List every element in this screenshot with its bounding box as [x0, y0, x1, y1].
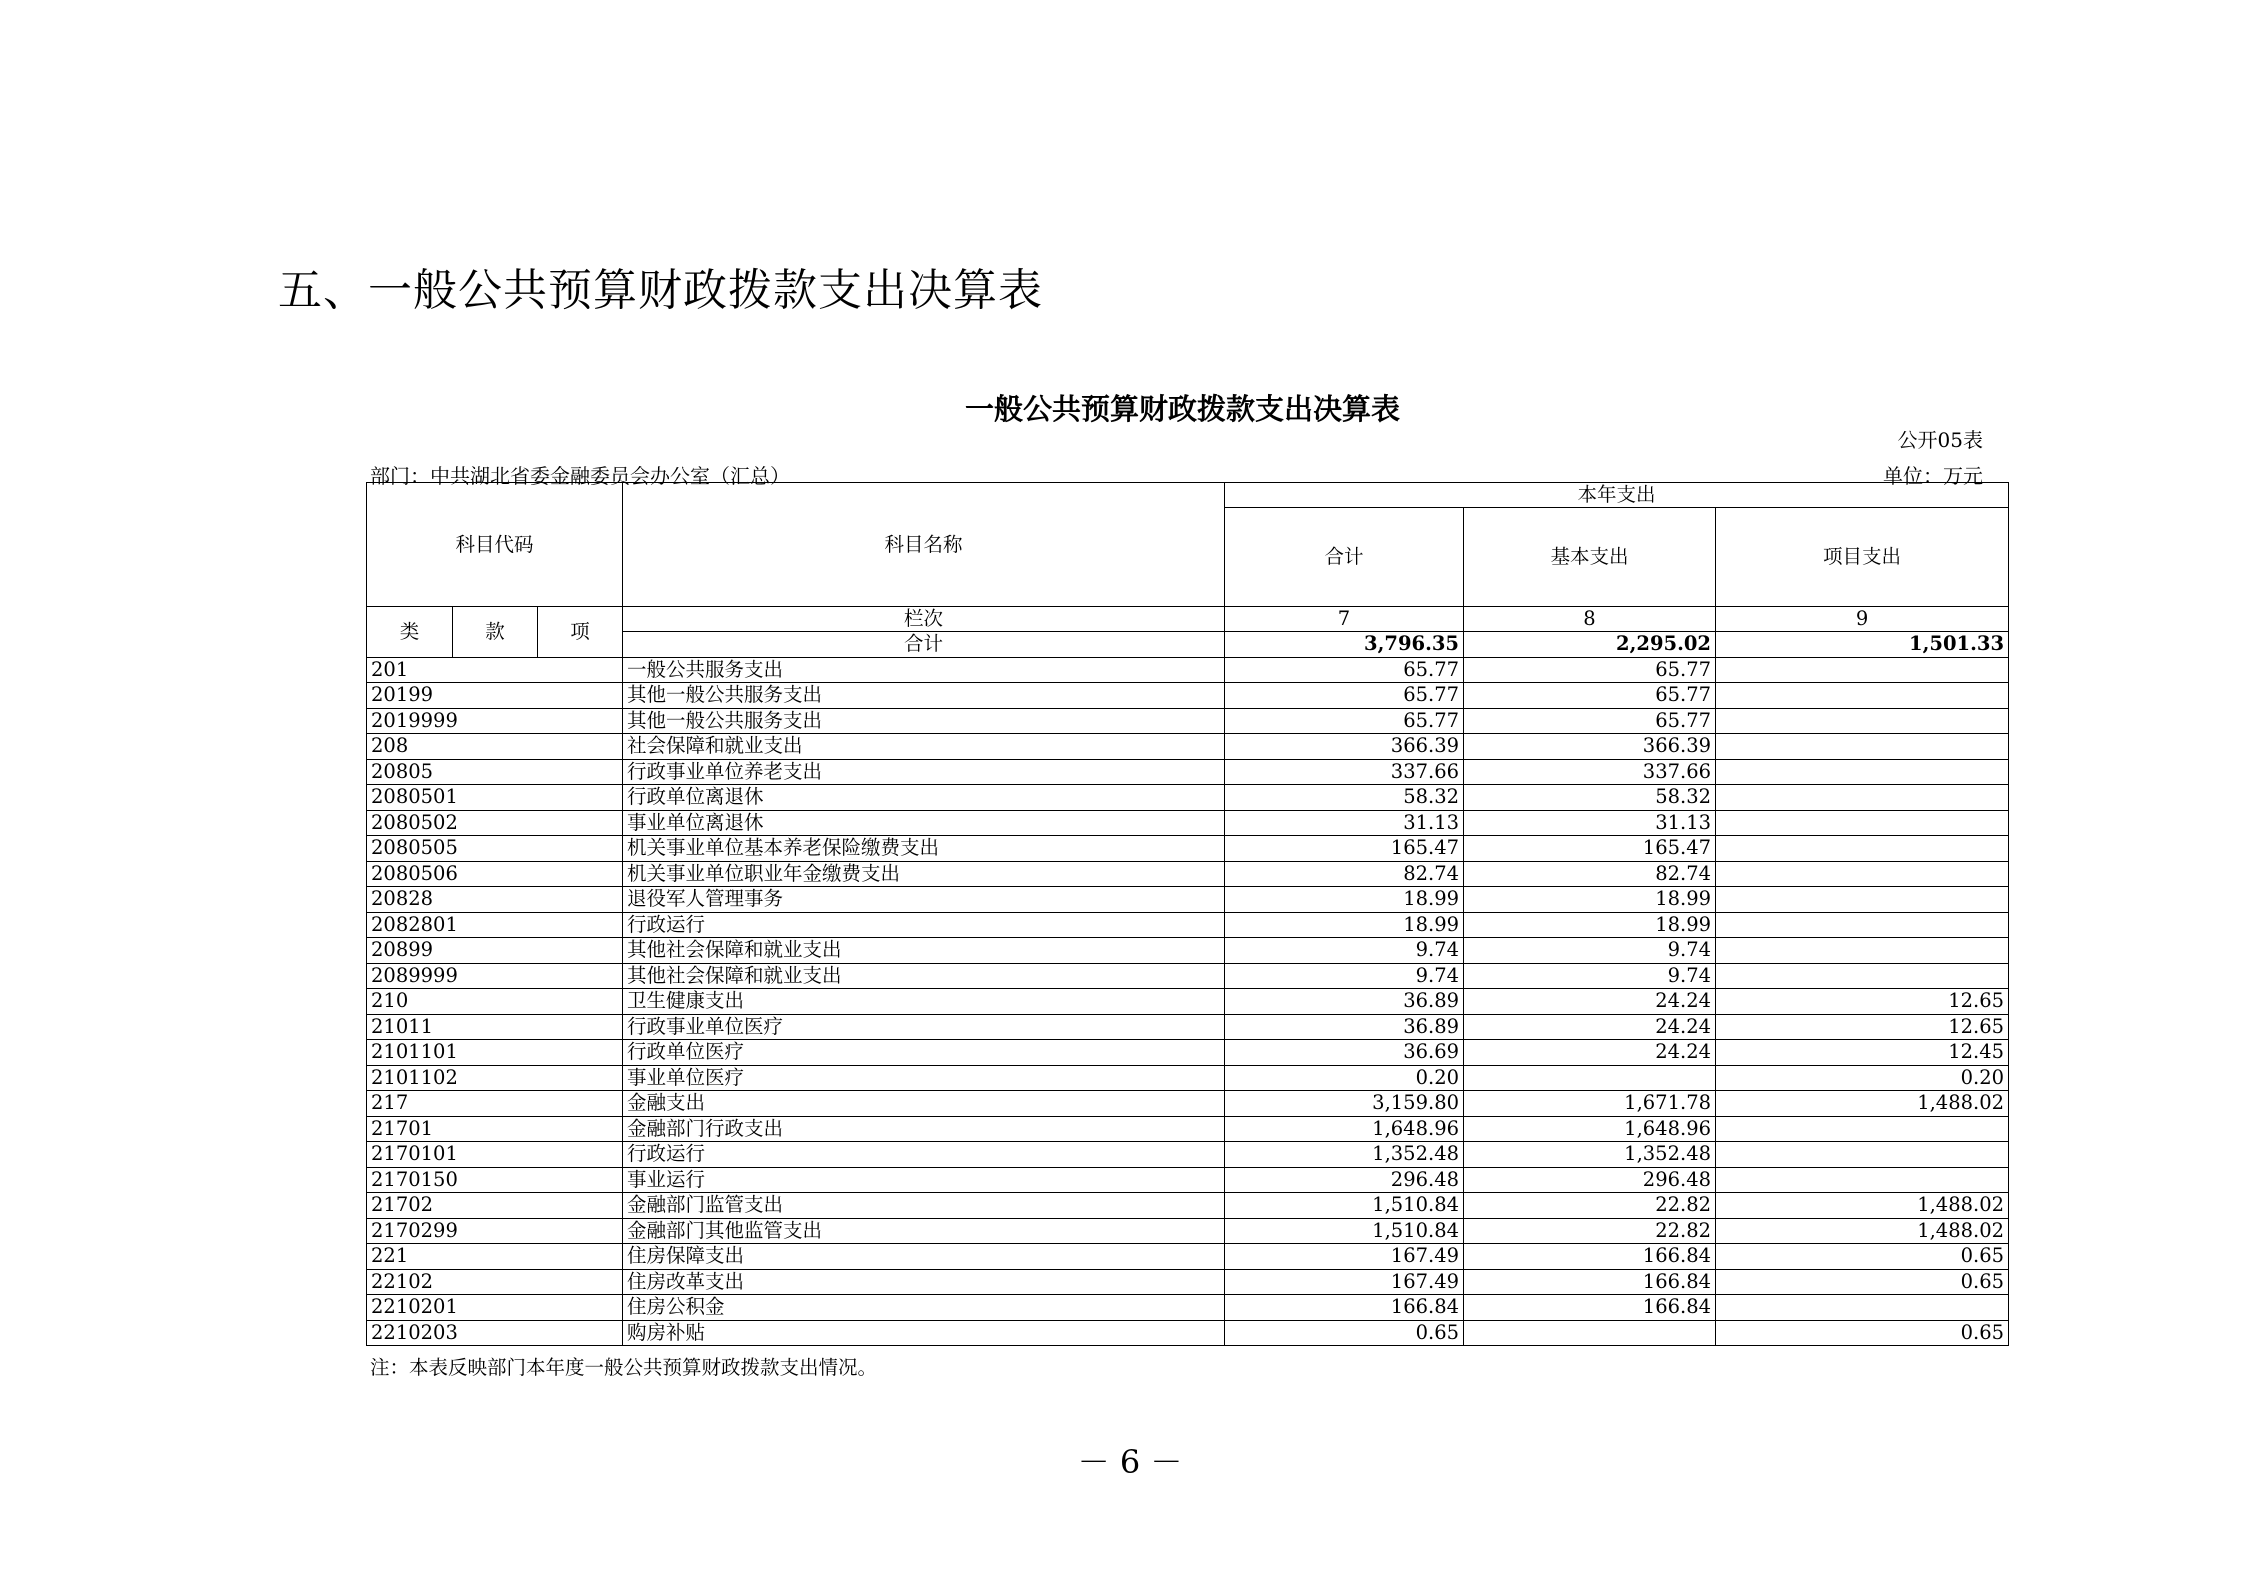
row-total: 36.89	[1225, 989, 1464, 1015]
row-basic: 22.82	[1464, 1193, 1716, 1219]
row-basic: 24.24	[1464, 1014, 1716, 1040]
row-basic: 166.84	[1464, 1244, 1716, 1270]
table-row	[367, 1091, 2009, 1117]
row-total: 9.74	[1225, 938, 1464, 964]
row-total: 65.77	[1225, 683, 1464, 709]
row-basic: 1,648.96	[1464, 1116, 1716, 1142]
table-row	[367, 887, 2009, 913]
row-code: 2019999	[367, 708, 623, 734]
row-basic: 166.84	[1464, 1295, 1716, 1321]
row-project	[1716, 810, 2009, 836]
row-basic: 9.74	[1464, 938, 1716, 964]
page-number: － 6 －	[1077, 1443, 1183, 1481]
row-total: 31.13	[1225, 810, 1464, 836]
row-project	[1716, 963, 2009, 989]
row-name: 金融部门监管支出	[623, 1193, 1225, 1219]
row-total: 1,352.48	[1225, 1142, 1464, 1168]
row-name: 住房改革支出	[623, 1269, 1225, 1295]
row-basic: 65.77	[1464, 657, 1716, 683]
row-total: 82.74	[1225, 861, 1464, 887]
row-code: 2170101	[367, 1142, 623, 1168]
row-code: 201	[367, 657, 623, 683]
row-total: 0.20	[1225, 1065, 1464, 1091]
row-basic: 31.13	[1464, 810, 1716, 836]
total-label: 合计	[623, 632, 1225, 658]
row-name: 行政事业单位医疗	[623, 1014, 1225, 1040]
row-name: 其他社会保障和就业支出	[623, 938, 1225, 964]
row-name: 事业单位离退休	[623, 810, 1225, 836]
department-label: 部门：中共湖北省委金融委员会办公室（汇总）	[370, 464, 790, 488]
row-name: 金融部门行政支出	[623, 1116, 1225, 1142]
row-code: 21011	[367, 1014, 623, 1040]
total-basic: 2,295.02	[1464, 632, 1716, 658]
row-name: 机关事业单位职业年金缴费支出	[623, 861, 1225, 887]
row-code: 2210203	[367, 1320, 623, 1346]
row-code: 2080505	[367, 836, 623, 862]
row-total: 166.84	[1225, 1295, 1464, 1321]
row-project	[1716, 1142, 2009, 1168]
row-total: 58.32	[1225, 785, 1464, 811]
table-row	[367, 1014, 2009, 1040]
row-code: 22102	[367, 1269, 623, 1295]
row-total: 165.47	[1225, 836, 1464, 862]
table-row	[367, 734, 2009, 760]
header-current-year: 本年支出	[1225, 483, 2009, 508]
header-code: 科目代码	[367, 483, 623, 607]
table-row	[367, 683, 2009, 709]
row-name: 事业运行	[623, 1167, 1225, 1193]
header-basic: 基本支出	[1464, 508, 1716, 607]
table-row	[367, 1269, 2009, 1295]
table-row	[367, 1116, 2009, 1142]
total-total: 3,796.35	[1225, 632, 1464, 658]
row-basic	[1464, 1320, 1716, 1346]
row-code: 208	[367, 734, 623, 760]
row-code: 217	[367, 1091, 623, 1117]
table-row	[367, 810, 2009, 836]
row-project	[1716, 1295, 2009, 1321]
row-project	[1716, 887, 2009, 913]
header-total: 合计	[1225, 508, 1464, 607]
row-project: 12.45	[1716, 1040, 2009, 1066]
header-project: 项目支出	[1716, 508, 2009, 607]
table-row	[367, 861, 2009, 887]
row-basic	[1464, 1065, 1716, 1091]
row-total: 1,510.84	[1225, 1193, 1464, 1219]
row-total: 296.48	[1225, 1167, 1464, 1193]
header-kuan: 款	[453, 607, 538, 658]
row-total: 337.66	[1225, 759, 1464, 785]
row-total: 65.77	[1225, 708, 1464, 734]
row-code: 21701	[367, 1116, 623, 1142]
row-project: 1,488.02	[1716, 1091, 2009, 1117]
row-basic: 24.24	[1464, 989, 1716, 1015]
row-project: 0.65	[1716, 1320, 2009, 1346]
row-name: 行政运行	[623, 912, 1225, 938]
row-basic: 337.66	[1464, 759, 1716, 785]
row-basic: 366.39	[1464, 734, 1716, 760]
row-project	[1716, 708, 2009, 734]
row-project: 0.65	[1716, 1269, 2009, 1295]
row-code: 20805	[367, 759, 623, 785]
table-row	[367, 1040, 2009, 1066]
table-row	[367, 1320, 2009, 1346]
row-project: 0.65	[1716, 1244, 2009, 1270]
row-project: 1,488.02	[1716, 1218, 2009, 1244]
row-code: 2080501	[367, 785, 623, 811]
row-project	[1716, 759, 2009, 785]
row-basic: 58.32	[1464, 785, 1716, 811]
row-code: 221	[367, 1244, 623, 1270]
row-code: 2101102	[367, 1065, 623, 1091]
table-row	[367, 708, 2009, 734]
row-name: 行政事业单位养老支出	[623, 759, 1225, 785]
table-row	[367, 1295, 2009, 1321]
unit-label: 单位：万元	[1883, 464, 1983, 488]
row-basic: 82.74	[1464, 861, 1716, 887]
row-name: 机关事业单位基本养老保险缴费支出	[623, 836, 1225, 862]
row-total: 36.69	[1225, 1040, 1464, 1066]
row-project	[1716, 785, 2009, 811]
row-name: 行政单位医疗	[623, 1040, 1225, 1066]
row-name: 卫生健康支出	[623, 989, 1225, 1015]
row-basic: 166.84	[1464, 1269, 1716, 1295]
row-basic: 9.74	[1464, 963, 1716, 989]
table-row	[367, 1065, 2009, 1091]
row-code: 21702	[367, 1193, 623, 1219]
row-code: 2080506	[367, 861, 623, 887]
table-row	[367, 1142, 2009, 1168]
table-row	[367, 963, 2009, 989]
row-code: 20899	[367, 938, 623, 964]
row-basic: 18.99	[1464, 887, 1716, 913]
row-project: 0.20	[1716, 1065, 2009, 1091]
row-code: 2101101	[367, 1040, 623, 1066]
row-code: 2210201	[367, 1295, 623, 1321]
row-total: 1,510.84	[1225, 1218, 1464, 1244]
row-total: 1,648.96	[1225, 1116, 1464, 1142]
row-name: 住房保障支出	[623, 1244, 1225, 1270]
row-project	[1716, 938, 2009, 964]
row-project: 12.65	[1716, 989, 2009, 1015]
row-total: 3,159.80	[1225, 1091, 1464, 1117]
table-note: 注：本表反映部门本年度一般公共预算财政拨款支出情况。	[370, 1356, 878, 1379]
row-project	[1716, 1116, 2009, 1142]
row-code: 2170299	[367, 1218, 623, 1244]
row-code: 2170150	[367, 1167, 623, 1193]
table-row	[367, 912, 2009, 938]
row-basic: 1,352.48	[1464, 1142, 1716, 1168]
header-xiang: 项	[538, 607, 623, 658]
row-code: 2082801	[367, 912, 623, 938]
row-name: 社会保障和就业支出	[623, 734, 1225, 760]
row-basic: 65.77	[1464, 708, 1716, 734]
row-code: 2080502	[367, 810, 623, 836]
header-column-no: 栏次	[623, 607, 1225, 632]
row-total: 167.49	[1225, 1244, 1464, 1270]
table-row	[367, 1244, 2009, 1270]
row-project	[1716, 657, 2009, 683]
row-total: 9.74	[1225, 963, 1464, 989]
table-row	[367, 1193, 2009, 1219]
row-code: 20199	[367, 683, 623, 709]
header-name: 科目名称	[623, 483, 1225, 607]
row-project	[1716, 1167, 2009, 1193]
row-basic: 24.24	[1464, 1040, 1716, 1066]
row-name: 事业单位医疗	[623, 1065, 1225, 1091]
row-project: 12.65	[1716, 1014, 2009, 1040]
row-code: 2089999	[367, 963, 623, 989]
row-name: 金融支出	[623, 1091, 1225, 1117]
table-row	[367, 1167, 2009, 1193]
row-project	[1716, 683, 2009, 709]
row-code: 210	[367, 989, 623, 1015]
table-title: 一般公共预算财政拨款支出决算表	[964, 392, 1400, 426]
row-name: 购房补贴	[623, 1320, 1225, 1346]
row-name: 其他一般公共服务支出	[623, 683, 1225, 709]
row-basic: 22.82	[1464, 1218, 1716, 1244]
row-name: 行政单位离退休	[623, 785, 1225, 811]
row-name: 金融部门其他监管支出	[623, 1218, 1225, 1244]
row-total: 167.49	[1225, 1269, 1464, 1295]
table-row	[367, 1218, 2009, 1244]
row-basic: 1,671.78	[1464, 1091, 1716, 1117]
expenditure-table	[366, 482, 2009, 1346]
row-basic: 18.99	[1464, 912, 1716, 938]
row-name: 一般公共服务支出	[623, 657, 1225, 683]
row-project: 1,488.02	[1716, 1193, 2009, 1219]
table-row	[367, 657, 2009, 683]
table-row	[367, 836, 2009, 862]
row-project	[1716, 836, 2009, 862]
row-total: 18.99	[1225, 887, 1464, 913]
row-project	[1716, 861, 2009, 887]
section-heading: 五、一般公共预算财政拨款支出决算表	[278, 265, 1043, 316]
table-row	[367, 759, 2009, 785]
header-col7: 7	[1225, 607, 1464, 632]
row-name: 行政运行	[623, 1142, 1225, 1168]
row-total: 36.89	[1225, 1014, 1464, 1040]
total-project: 1,501.33	[1716, 632, 2009, 658]
row-name: 住房公积金	[623, 1295, 1225, 1321]
form-number: 公开05表	[1897, 428, 1983, 452]
row-name: 其他一般公共服务支出	[623, 708, 1225, 734]
row-name: 退役军人管理事务	[623, 887, 1225, 913]
header-col8: 8	[1464, 607, 1716, 632]
row-basic: 65.77	[1464, 683, 1716, 709]
row-total: 65.77	[1225, 657, 1464, 683]
row-project	[1716, 734, 2009, 760]
row-basic: 165.47	[1464, 836, 1716, 862]
table-row	[367, 785, 2009, 811]
row-code: 20828	[367, 887, 623, 913]
table-row	[367, 938, 2009, 964]
header-col9: 9	[1716, 607, 2009, 632]
row-name: 其他社会保障和就业支出	[623, 963, 1225, 989]
table-row	[367, 989, 2009, 1015]
row-project	[1716, 912, 2009, 938]
row-basic: 296.48	[1464, 1167, 1716, 1193]
row-total: 18.99	[1225, 912, 1464, 938]
row-total: 0.65	[1225, 1320, 1464, 1346]
header-lei: 类	[367, 607, 453, 658]
row-total: 366.39	[1225, 734, 1464, 760]
